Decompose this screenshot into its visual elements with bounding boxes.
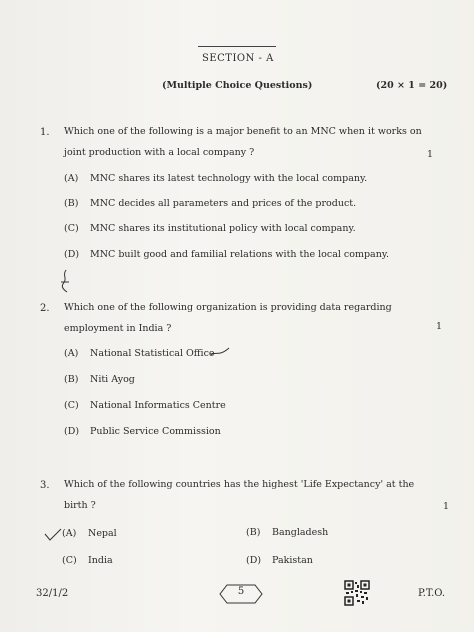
question-1-marks: 1 [427,149,434,160]
question-3-number: 3. [40,480,50,491]
section-rule [198,46,276,47]
option-text: MNC built good and familial relations with the local company. [90,249,389,260]
option-label: (A) [64,173,79,184]
option-text: India [88,555,113,566]
question-3-option-b[interactable] [246,527,328,538]
pen-scribble-icon [58,268,72,294]
question-2-option-c[interactable] [64,400,226,411]
option-label: (C) [62,555,77,566]
question-1-number: 1. [40,127,50,138]
question-2-option-d[interactable] [64,426,221,437]
qr-code-icon [344,580,370,606]
question-1-option-c[interactable] [64,223,356,234]
option-label: (B) [64,198,79,209]
option-label: (B) [246,527,261,538]
option-text: Nepal [88,528,117,539]
question-3-marks: 1 [443,501,450,512]
paper-code: 32/1/2 [36,588,69,599]
section-subtitle: (Multiple Choice Questions) [162,80,313,91]
option-label: (A) [64,348,79,359]
question-1-option-d[interactable] [64,249,389,260]
option-text: National Statistical Office [90,348,215,359]
option-text: Niti Ayog [90,374,135,385]
question-3-text: Which of the following countries has the highest 'Life Expectancy' at the birth ? [64,479,415,511]
option-label: (D) [64,249,80,260]
option-label: (D) [246,555,262,566]
option-text: Public Service Commission [90,426,221,437]
option-label: (B) [64,374,79,385]
option-label: (D) [64,426,80,437]
option-text: MNC shares its institutional policy with local company. [90,223,356,234]
page-number-badge [219,584,263,604]
question-3-option-a[interactable] [62,528,117,539]
tick-mark-icon [44,528,62,542]
question-2-option-b[interactable] [64,374,135,385]
option-label: (A) [62,528,77,539]
question-3-option-c[interactable] [62,555,113,566]
option-text: MNC decides all parameters and prices of the product. [90,198,357,209]
question-2-number: 2. [40,303,50,314]
question-2-text: Which one of the following organization is providing data regarding employment in India ? [64,302,392,334]
question-2-option-a[interactable] [64,348,215,359]
option-label: (C) [64,400,79,411]
question-3-option-d[interactable] [246,555,313,566]
option-text: Bangladesh [272,527,329,538]
option-text: MNC shares its latest technology with the local company. [90,173,368,184]
tick-mark-icon [210,345,230,359]
question-1-option-a[interactable] [64,173,367,184]
question-2-marks: 1 [436,321,443,332]
question-1-option-b[interactable] [64,198,356,209]
question-1-text: Which one of the following is a major benefit to an MNC when it works on joint production with a local company ? [64,126,422,158]
option-label: (C) [64,223,79,234]
page-number: 5 [237,586,245,597]
section-marks-total: (20 × 1 = 20) [376,80,448,91]
pto-label: P.T.O. [418,588,446,599]
section-title: SECTION - A [202,53,274,64]
option-text: National Informatics Centre [90,400,226,411]
option-text: Pakistan [272,555,313,566]
